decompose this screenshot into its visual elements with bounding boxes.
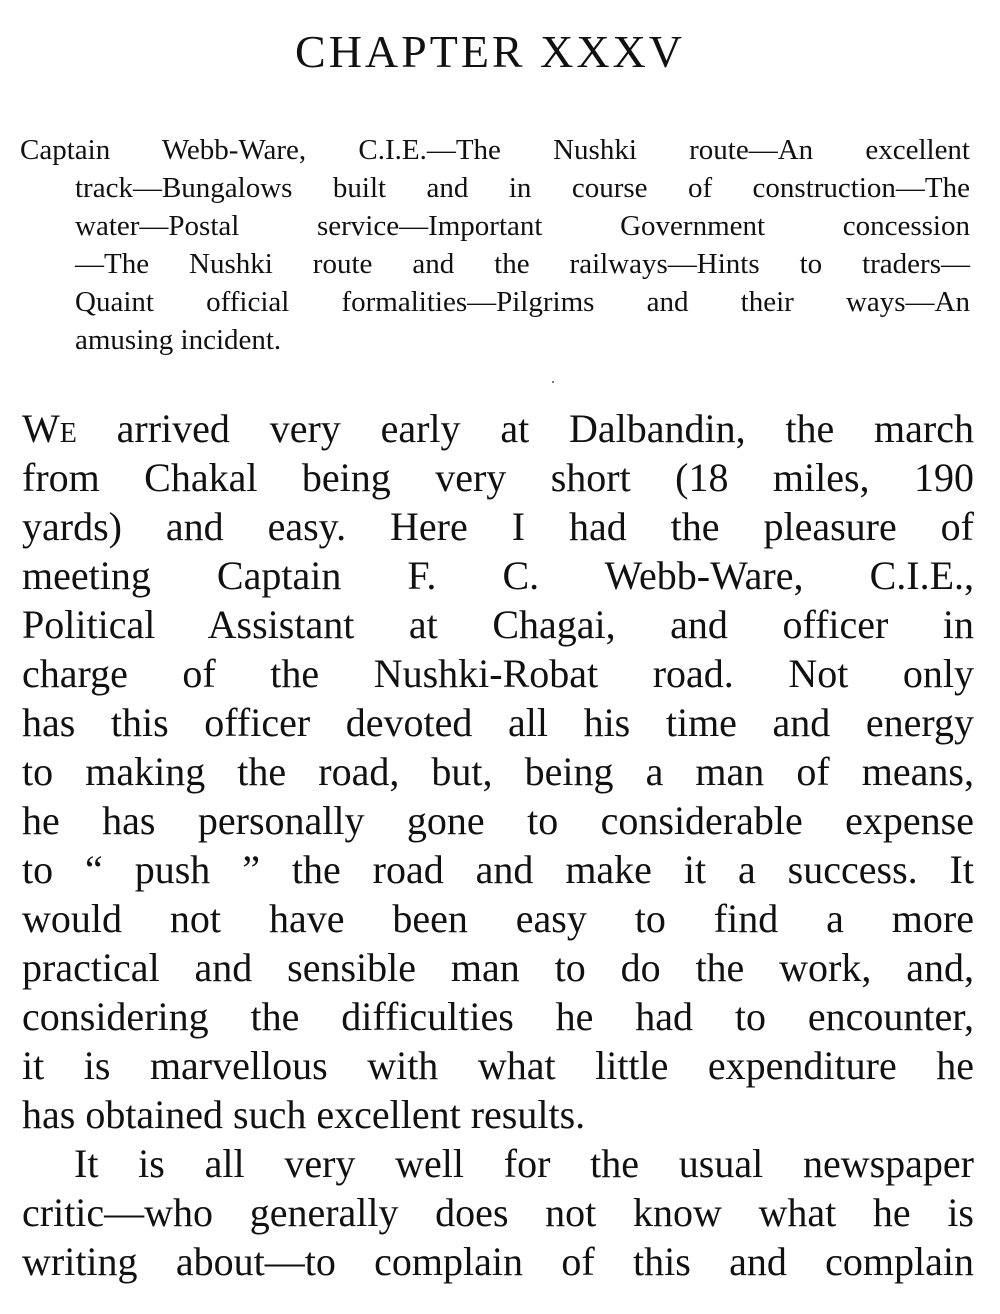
paragraph-line: charge of the Nushki-Robat road. Not only	[22, 651, 974, 696]
chapter-synopsis	[20, 131, 970, 359]
paragraph-line: to making the road, but, being a man of means,	[22, 749, 974, 794]
body-text	[22, 404, 974, 1286]
print-speck	[552, 381, 554, 383]
synopsis-line: —The Nushki route and the railways—Hints to traders—	[75, 248, 970, 280]
paragraph-line: has this officer devoted all his time and energy	[22, 700, 974, 745]
paragraph-line: would not have been easy to find a more	[22, 896, 974, 941]
opening-line-rest: arrived very early at Dalbandin, the march	[76, 406, 974, 451]
opening-word: We	[22, 406, 77, 451]
paragraph-line: Political Assistant at Chagai, and officer in	[22, 602, 974, 647]
paragraph-line: It is all very well for the usual newspaper	[74, 1141, 974, 1186]
synopsis-line: Quaint official formalities—Pilgrims and their ways—An	[75, 286, 970, 318]
paragraph-line: it is marvellous with what little expenditure he	[22, 1043, 974, 1088]
paragraph-line: considering the difficulties he had to encounter,	[22, 994, 974, 1039]
synopsis-line: amusing incident.	[75, 324, 282, 356]
paragraph-line: meeting Captain F. C. Webb-Ware, C.I.E.,	[22, 553, 974, 598]
chapter-title: CHAPTER XXXV	[295, 26, 685, 77]
paragraph-line: writing about—to complain of this and complain	[22, 1239, 974, 1284]
paragraph-2	[22, 1139, 974, 1286]
synopsis-line: Captain Webb-Ware, C.I.E.—The Nushki route—An excellent	[20, 134, 970, 166]
paragraph-line: critic—who generally does not know what he is	[22, 1190, 974, 1235]
paragraph-line: practical and sensible man to do the work, and,	[22, 945, 974, 990]
paragraph-line: yards) and easy. Here I had the pleasure of	[22, 504, 974, 549]
paragraph-line: has obtained such excellent results.	[22, 1092, 586, 1137]
paragraph-line: to “ push ” the road and make it a success. It	[22, 847, 974, 892]
paragraph-line: from Chakal being very short (18 miles, 190	[22, 455, 974, 500]
paragraph-line	[22, 404, 974, 453]
synopsis-line: water—Postal service—Important Government concession	[75, 210, 970, 242]
paragraph-line: he has personally gone to considerable expense	[22, 798, 974, 843]
paragraph-1	[22, 404, 974, 1139]
synopsis-line: track—Bungalows built and in course of construction—The	[75, 172, 970, 204]
